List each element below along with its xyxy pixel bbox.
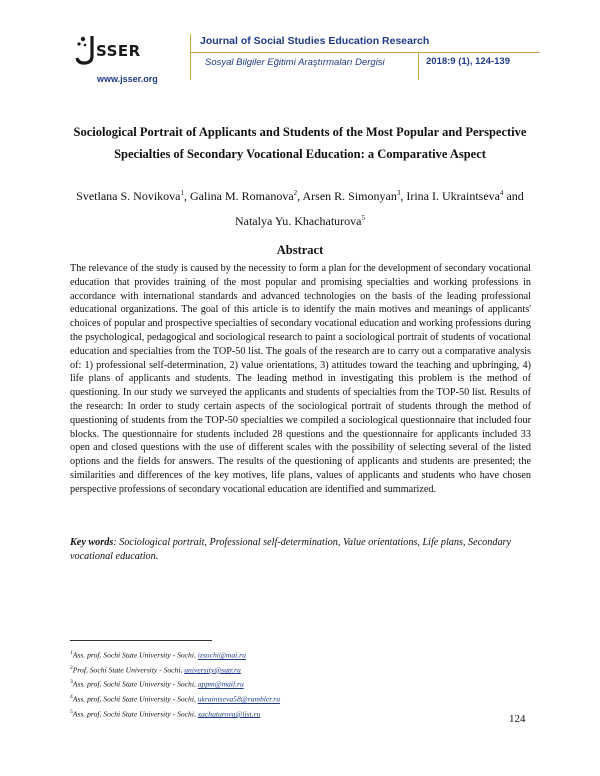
author-separator: , bbox=[297, 189, 303, 203]
author-affiliation-marker: 3 bbox=[396, 189, 401, 197]
footnote-item bbox=[70, 662, 490, 677]
paper-title-line: Specialties of Secondary Vocational Education: a Comparative Aspect bbox=[114, 147, 486, 161]
issue-info: 2018:9 (1), 124-139 bbox=[426, 56, 510, 67]
abstract-body: The relevance of the study is caused by the necessity to form a plan for the development of secondary vocational education that provides training of the most popular and promising specialties and working professions in accordance with international standards and advanced technologies on the basis of the leading professional educational organizations. The goal of this article is to identify the main motives and meanings of applicants' choices of popular and prospective specialties of secondary vocational education and working professions during the psychological, pedagogical and sociological research to paint a sociological portrait of students of vocational education and specialties from the TOP-50 list. The goals of the research are to carry out a comparative analysis of: 1) professional self-determination, 2) value orientations, 3) attitudes toward the teaching and upbringing, 4) life plans of applicants and students. The leading method in investigating this problem is the method of questioning. In our study we surveyed the applicants and students of specialties from the TOP-50 list. Results of the research: In order to study certain aspects of the sociological portrait of students through the method of questioning of students from the TOP-50 specialties we compiled a sociological questionnaire that included four blocks. The questionnaire for students included 28 questions and the questionnaire for applicants included 33 open and closed questions with the use of different scales with the possibility of selecting several of the listed options and the fields for answers. The results of the questioning of applicants and students are presented; the similarities and differences of the key motives, life plans, values of applicants and students who have chosen perspective professions of secondary vocational education are identified and summarized. bbox=[70, 263, 531, 495]
author-name: Natalya Yu. Khachaturova bbox=[234, 214, 362, 228]
footnote-email-link[interactable]: ukraintseva58@rambler.ru bbox=[197, 694, 281, 704]
author-affiliation-marker: 2 bbox=[293, 189, 298, 197]
footnote-email-link[interactable]: university@sutr.ru bbox=[184, 665, 241, 675]
author-affiliation-marker: 5 bbox=[361, 214, 365, 222]
keywords-text: : Sociological portrait, Professional self-determination, Value orientations, Life plans, Secondary vocational education. bbox=[70, 537, 512, 562]
author-list bbox=[70, 182, 530, 232]
keywords bbox=[70, 536, 531, 564]
paper-title bbox=[70, 121, 530, 165]
footnote-affiliation: Prof, Sochi State University - Sochi, bbox=[72, 665, 185, 675]
footnote-item bbox=[70, 691, 490, 706]
author-separator: , bbox=[184, 189, 190, 203]
footnote-item bbox=[70, 706, 490, 721]
author-name: Irina I. Ukraintseva bbox=[406, 189, 500, 203]
footnote-affiliation: Ass. prof, Sochi State University - Sochi, bbox=[72, 650, 198, 660]
keywords-label: Key words bbox=[70, 537, 114, 548]
page-number: 124 bbox=[509, 713, 526, 725]
footnote-affiliation: Ass. prof, Sochi State University - Sochi, bbox=[72, 694, 198, 704]
journal-url[interactable]: www.jsser.org bbox=[97, 74, 158, 84]
author-name: Galina M. Romanova bbox=[190, 189, 294, 203]
footnote-marker: 3 bbox=[70, 679, 73, 686]
abstract-heading: Abstract bbox=[276, 243, 324, 257]
logo-text: SSER bbox=[96, 42, 141, 60]
footnote-affiliation: Ass. prof, Sochi State University - Sochi, bbox=[72, 709, 198, 719]
header-divider-vertical-issue bbox=[418, 52, 419, 80]
header-divider-horizontal bbox=[190, 52, 540, 53]
journal-subtitle: Sosyal Bilgiler Eğitimi Araştırmaları Dergisi bbox=[205, 57, 385, 68]
journal-title: Journal of Social Studies Education Research bbox=[200, 35, 430, 47]
footnote-marker: 5 bbox=[70, 708, 73, 715]
author-line bbox=[70, 182, 530, 207]
footnotes bbox=[70, 647, 490, 721]
paper-title-line: Sociological Portrait of Applicants and Students of the Most Popular and Perspective bbox=[73, 125, 527, 139]
author-separator: , bbox=[400, 189, 407, 203]
footnote-marker: 2 bbox=[70, 664, 73, 671]
author-name: Svetlana S. Novikova bbox=[76, 189, 181, 203]
footnote-item bbox=[70, 647, 490, 662]
author-affiliation-marker: 1 bbox=[180, 189, 184, 197]
header-divider-vertical bbox=[190, 34, 191, 80]
author-conjunction: and bbox=[503, 189, 524, 203]
footnote-email-link[interactable]: izsochi@mai.ru bbox=[197, 650, 246, 660]
footnote-affiliation: Ass. prof, Sochi State University - Sochi, bbox=[72, 680, 198, 689]
footnote-email-link[interactable]: xachaturova@list.ru bbox=[197, 709, 261, 719]
journal-logo bbox=[60, 32, 180, 90]
author-affiliation-marker: 4 bbox=[499, 189, 504, 197]
author-line bbox=[70, 207, 530, 232]
footnote-rule bbox=[70, 640, 212, 641]
footnote-item bbox=[70, 676, 490, 691]
author-name: Arsen R. Simonyan bbox=[302, 189, 397, 203]
footnote-marker: 1 bbox=[70, 650, 73, 656]
footnote-marker: 4 bbox=[70, 694, 73, 701]
footnote-email-link[interactable]: appm@mail.ru bbox=[197, 680, 244, 689]
